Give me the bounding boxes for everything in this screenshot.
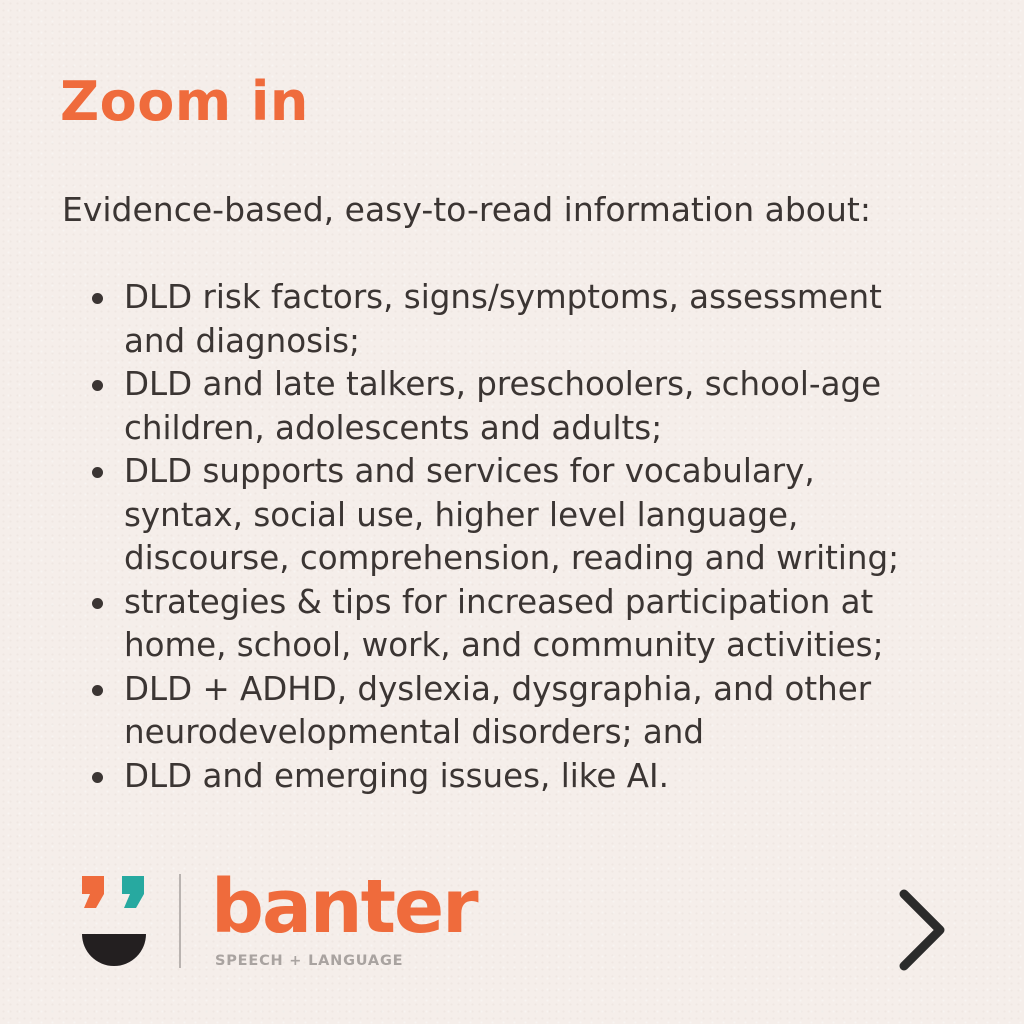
bullet-dot-icon [92, 772, 103, 783]
intro-text: Evidence-based, easy-to-read information about: [62, 190, 871, 229]
brand-name: banter [211, 864, 477, 950]
brand-tagline: SPEECH + LANGUAGE [215, 953, 404, 969]
list-item-text: DLD and late talkers, preschoolers, school-age children, adolescents and adults; [124, 365, 882, 447]
list-item [88, 755, 988, 799]
list-item [88, 363, 988, 450]
list-item-text: DLD supports and services for vocabulary, syntax, social use, higher level language, discourse, comprehension, reading and writing; [124, 452, 900, 577]
banter-quote-smile-icon [78, 872, 152, 972]
list-item [88, 668, 988, 755]
list-item-text: DLD + ADHD, dyslexia, dysgraphia, and other neurodevelopmental disorders; and [124, 669, 872, 751]
list-item-text: DLD and emerging issues, like AI. [124, 756, 669, 795]
bullet-dot-icon [92, 598, 103, 609]
bullet-dot-icon [92, 467, 103, 478]
list-item [88, 450, 988, 581]
chevron-right-icon[interactable] [890, 882, 954, 978]
list-item-text: strategies & tips for increased participation at home, school, work, and community activities; [124, 582, 884, 664]
list-item-text: DLD risk factors, signs/symptoms, assessment and diagnosis; [124, 278, 882, 360]
bullet-dot-icon [92, 685, 103, 696]
bullet-dot-icon [92, 380, 103, 391]
topic-list [88, 276, 988, 798]
bullet-dot-icon [92, 293, 103, 304]
page-title: Zoom in [60, 70, 309, 133]
list-item [88, 276, 988, 363]
list-item [88, 581, 988, 668]
logo-divider [179, 874, 181, 968]
